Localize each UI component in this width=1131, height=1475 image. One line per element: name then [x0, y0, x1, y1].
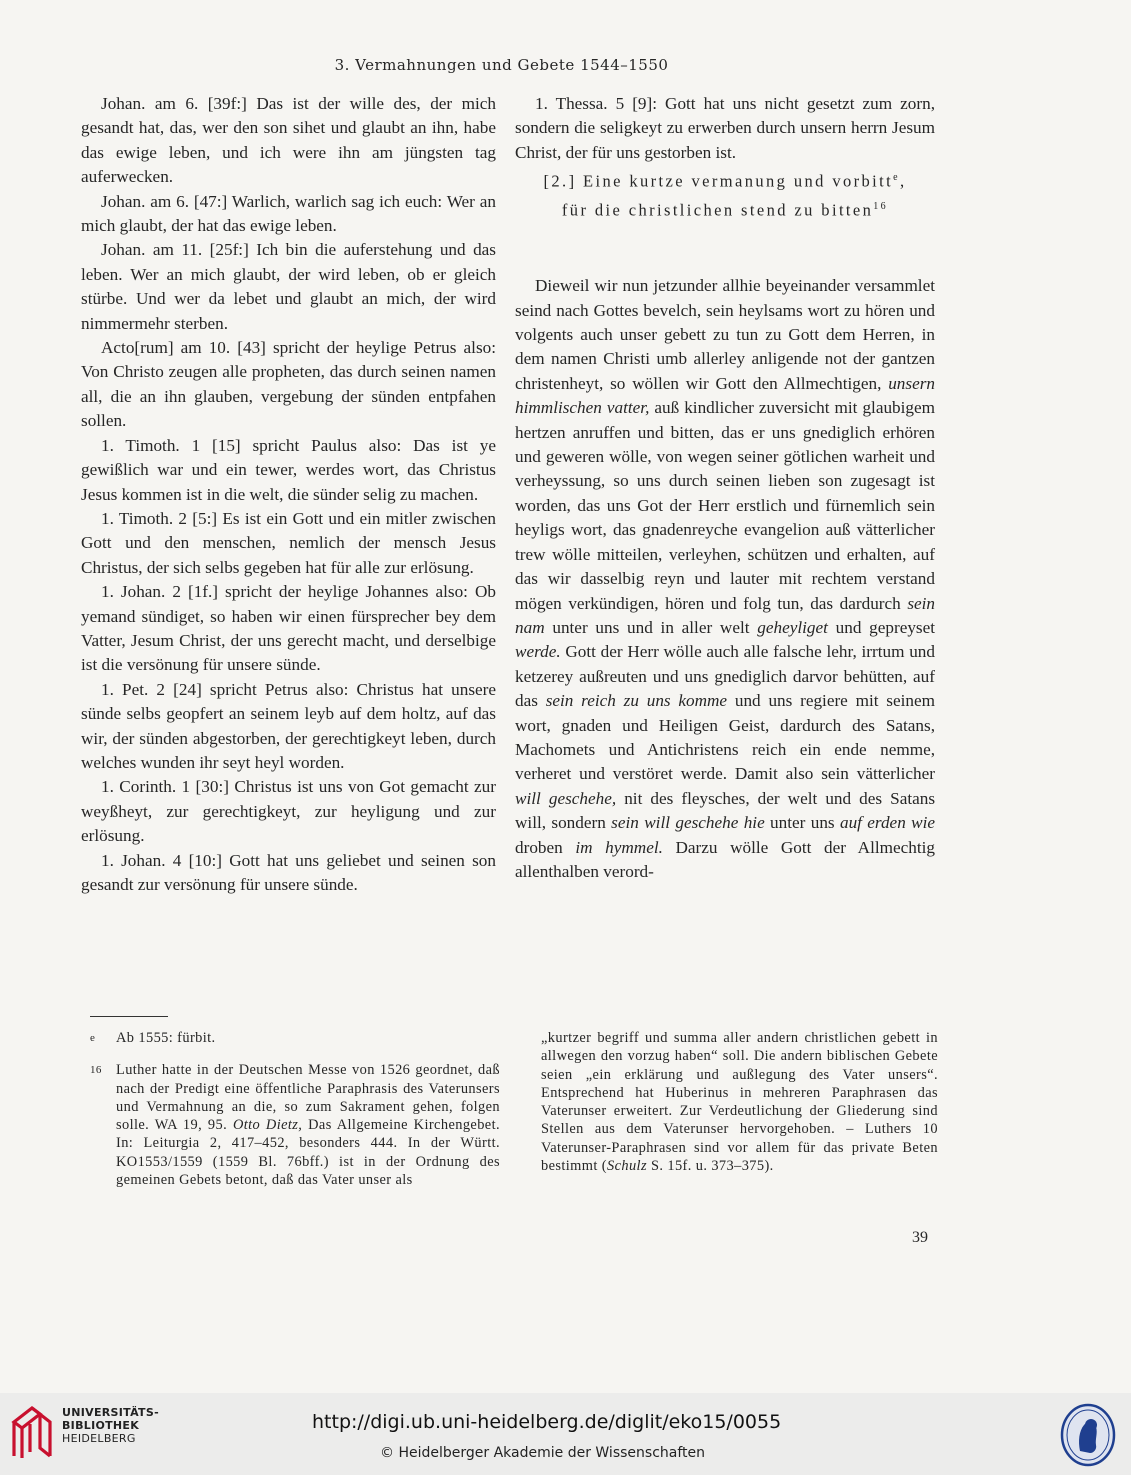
library-name: [62, 1406, 159, 1445]
emphasis: geheyliget: [757, 617, 828, 637]
text-run: unter uns und in aller welt: [544, 617, 758, 637]
footnote-rule: [90, 1016, 168, 1017]
emphasis: sein will geschehe hie: [611, 813, 765, 833]
paragraph: 1. Johan. 2 [1f.] spricht der heylige Johannes also: Ob yemand sündiget, so haben wir einen fürsprecher bey dem Vatter, Jesum Christ, der uns gerecht macht, und derselbige ist die versönung für unsere sünde.: [81, 582, 496, 675]
running-head: 3. Vermahnungen und Gebete 1544–1550: [334, 56, 669, 74]
viewer-footer: [0, 1393, 1131, 1475]
emphasis: unsern himmlischen vatter,: [515, 373, 935, 418]
paragraph: 1. Johan. 4 [10:] Gott hat uns geliebet und seinen son gesandt zur versönung für unsere sünde.: [81, 850, 496, 894]
footnote-mark: 16: [90, 1064, 102, 1077]
text-run: droben: [515, 837, 576, 857]
permalink-url[interactable]: http://digi.ub.uni-heidelberg.de/diglit/eko15/0055: [312, 1411, 782, 1433]
copyright-notice: © Heidelberger Akademie der Wissenschaften: [380, 1445, 706, 1461]
emphasis: im hymmel.: [575, 837, 663, 857]
paragraph: 1. Thessa. 5 [9]: Gott hat uns nicht gesetzt zum zorn, sondern die seligkeyt zu erwerben durch unsern herrn Jesum Christ, der für uns gestorben ist.: [515, 94, 935, 162]
footnote-text: „kurtzer begriff und summa aller andern christlichen gebett in allwegen den vorzug haben“ soll. Die andern biblischen Gebete seien „ein erklärung und außlegung des Vater unsers“. Entsprechend hat Huberinus in mehreren Paraphrasen das Vaterunser erweitert. Zur Verdeutlichung der Gliederung sind Stellen aus dem Vaterunser hervorgehoben. – Luthers 10 Vaterunser-Paraphrasen sind vor allem für das private Beten bestimmt (: [541, 1030, 938, 1175]
text-run: Gott der Herr wölle auch alle falsche lehr, irrtum und ketzerey außreuten und uns gnediglich darvor behütten, auf das: [515, 642, 935, 711]
text-run: auß kindlicher zuversicht mit glaubigem hertzen anruffen und bitten, das er uns gnediglich erhören und geweren wölle, von wegen seiner götlichen warheit und verheyssung, so uns durch seinen lieben son zugesagt ist worden, das uns Got der Herr erstlich und fürnemlich sein heyligs wort, das gnadenreyche evangelion auß vätterlicher trew wölle mitteilen, verleyhen, schützen und erhalten, auf das wir dasselbig reyn und lauter mit rechtem verstand mögen verkündigen, hören und folg tun, das dardurch: [515, 398, 935, 613]
footnotes-right: [541, 1029, 938, 1175]
text-run: und uns regiere mit seinem wort, gnaden und Heiligen Geist, dardurch des Satans, Machomets und Antichristens reich ein ende nemme, verheret und verstöret werde. Damit also sein vätterlicher: [515, 691, 935, 784]
emphasis: will geschehe,: [515, 788, 617, 808]
footnote-text: Das Allgemeine Kirchengebet. In: Leiturgia 2, 417–452, besonders 444. In der Württ. KO1553/1559 (1559 Bl. 76bff.) ist in der Ordnung des gemeinen Gebets betont, daß das Vater unser als: [116, 1117, 500, 1189]
text-run: Darzu wölle Gott der Allmechtig allenthalben verord-: [515, 837, 935, 881]
paragraph: 1. Timoth. 1 [15] spricht Paulus also: Das ist ye gewißlich war und ein tewer, werdes wort, das Christus Jesus kommen ist in die welt, die sünder selig zu machen.: [81, 435, 496, 504]
academy-seal-icon: [1060, 1403, 1116, 1467]
footnote-16-continued: [541, 1029, 938, 1175]
footnote-text: Luther hatte in der Deutschen Messe von 1526 geordnet, daß nach der Predigt eine öffentliche Paraphrasis des Vaterunsers und Vermahnung an die, so zum Sakrament gehen, folgen solle. WA 19, 95.: [116, 1062, 500, 1134]
paragraph: Johan. am 6. [39f:] Das ist der wille des, der mich gesandt hat, das, wer den son sihet und glaubt an ihn, habe das ewige leben, und ich were ihn am jüngsten tag auferwecken.: [81, 94, 496, 187]
section-body: [515, 274, 935, 884]
library-logo-icon: [10, 1402, 56, 1460]
footnote-16: [90, 1061, 500, 1189]
emphasis: sein nam: [515, 593, 935, 637]
right-column: [515, 92, 935, 884]
footnote-mark: e: [90, 1032, 96, 1044]
left-column: [81, 92, 496, 897]
paragraph: Johan. am 6. [47:] Warlich, warlich sag ich euch: Wer an mich glaubt, der hat das ewige leben.: [81, 191, 496, 236]
emphasis: sein reich zu uns komme: [545, 691, 728, 711]
emphasis: Otto Dietz,: [232, 1117, 303, 1134]
section-heading-line1: [2.] Eine kurtze vermanung und vorbitt: [543, 171, 894, 191]
emphasis: auf erden wie: [839, 813, 936, 833]
logo-line: UNIVERSITÄTS-: [62, 1406, 159, 1419]
section-heading-line2: für die christlichen stend zu bitten: [561, 200, 874, 220]
emphasis: werde.: [515, 642, 561, 662]
footnote-e: [90, 1029, 500, 1047]
logo-line: BIBLIOTHEK: [62, 1419, 140, 1432]
text-run: unter uns: [764, 813, 840, 833]
text-run: und gepreyset: [827, 617, 936, 637]
footnotes-left: [90, 1029, 500, 1189]
paragraph: 1. Corinth. 1 [30:] Christus ist uns von Got gemacht zur weyßheyt, zur gerechtigkeyt, zur heyligung und zur erlösung.: [81, 777, 496, 846]
paragraph: 1. Timoth. 2 [5:] Es ist ein Gott und ein mitler zwischen Gott und den menschen, nemlich der mensch Jesus Christus, der sich selbs gegeben hat für alle zur erlösung.: [81, 508, 496, 577]
paragraph: Acto[rum] am 10. [43] spricht der heylige Petrus also: Von Christo zeugen alle propheten, das durch seinen namen all, die an ihn glauben, vergebung der sünden entpfahen sollen.: [81, 338, 496, 431]
footnote-ref-e: e: [893, 172, 900, 184]
section-heading: [2.] Eine kurtze vermanung und vorbitt$^e$, für die christlichen stend zu bitten$^{16}$: [543, 171, 907, 220]
page-number: 39: [912, 1229, 928, 1246]
paragraph: 1. Pet. 2 [24] spricht Petrus also: Christus hat unsere sünde selbs geopfert an seinem leyb auf dem holtz, auf das wir, der sünden abgestorben, der gerechtigkeyt leben, durch welches wunden ihr seyt heyl worden.: [81, 679, 496, 772]
text-run: Dieweil wir nun jetzunder allhie beyeinander versammlet seind nach Gottes bevelch, sein heylsams wort zu hören und volgents auch unser gebett zu tun zu Gott dem Herren, in dem namen Christi umb allerley anligende not der gantzen christenheyt, so wöllen wir Gott den Allmechtigen,: [515, 276, 935, 393]
footnote-text: S. 15f. u. 373–375).: [646, 1158, 774, 1175]
text-run: nit des fleysches, der welt und des Satans will, sondern: [515, 788, 936, 833]
footnote-text: Ab 1555: fürbit.: [116, 1030, 216, 1046]
emphasis: Schulz: [606, 1158, 647, 1175]
paragraph: Johan. am 11. [25f:] Ich bin die auferstehung und das leben. Wer an mich glaubt, der wird leben, ob er gleich stürbe. Und wer da lebet und glaubt an mich, der wird nimmermehr sterben.: [81, 240, 496, 333]
footnote-ref-16: 16: [873, 200, 889, 212]
logo-line: HEIDELBERG: [62, 1432, 136, 1445]
